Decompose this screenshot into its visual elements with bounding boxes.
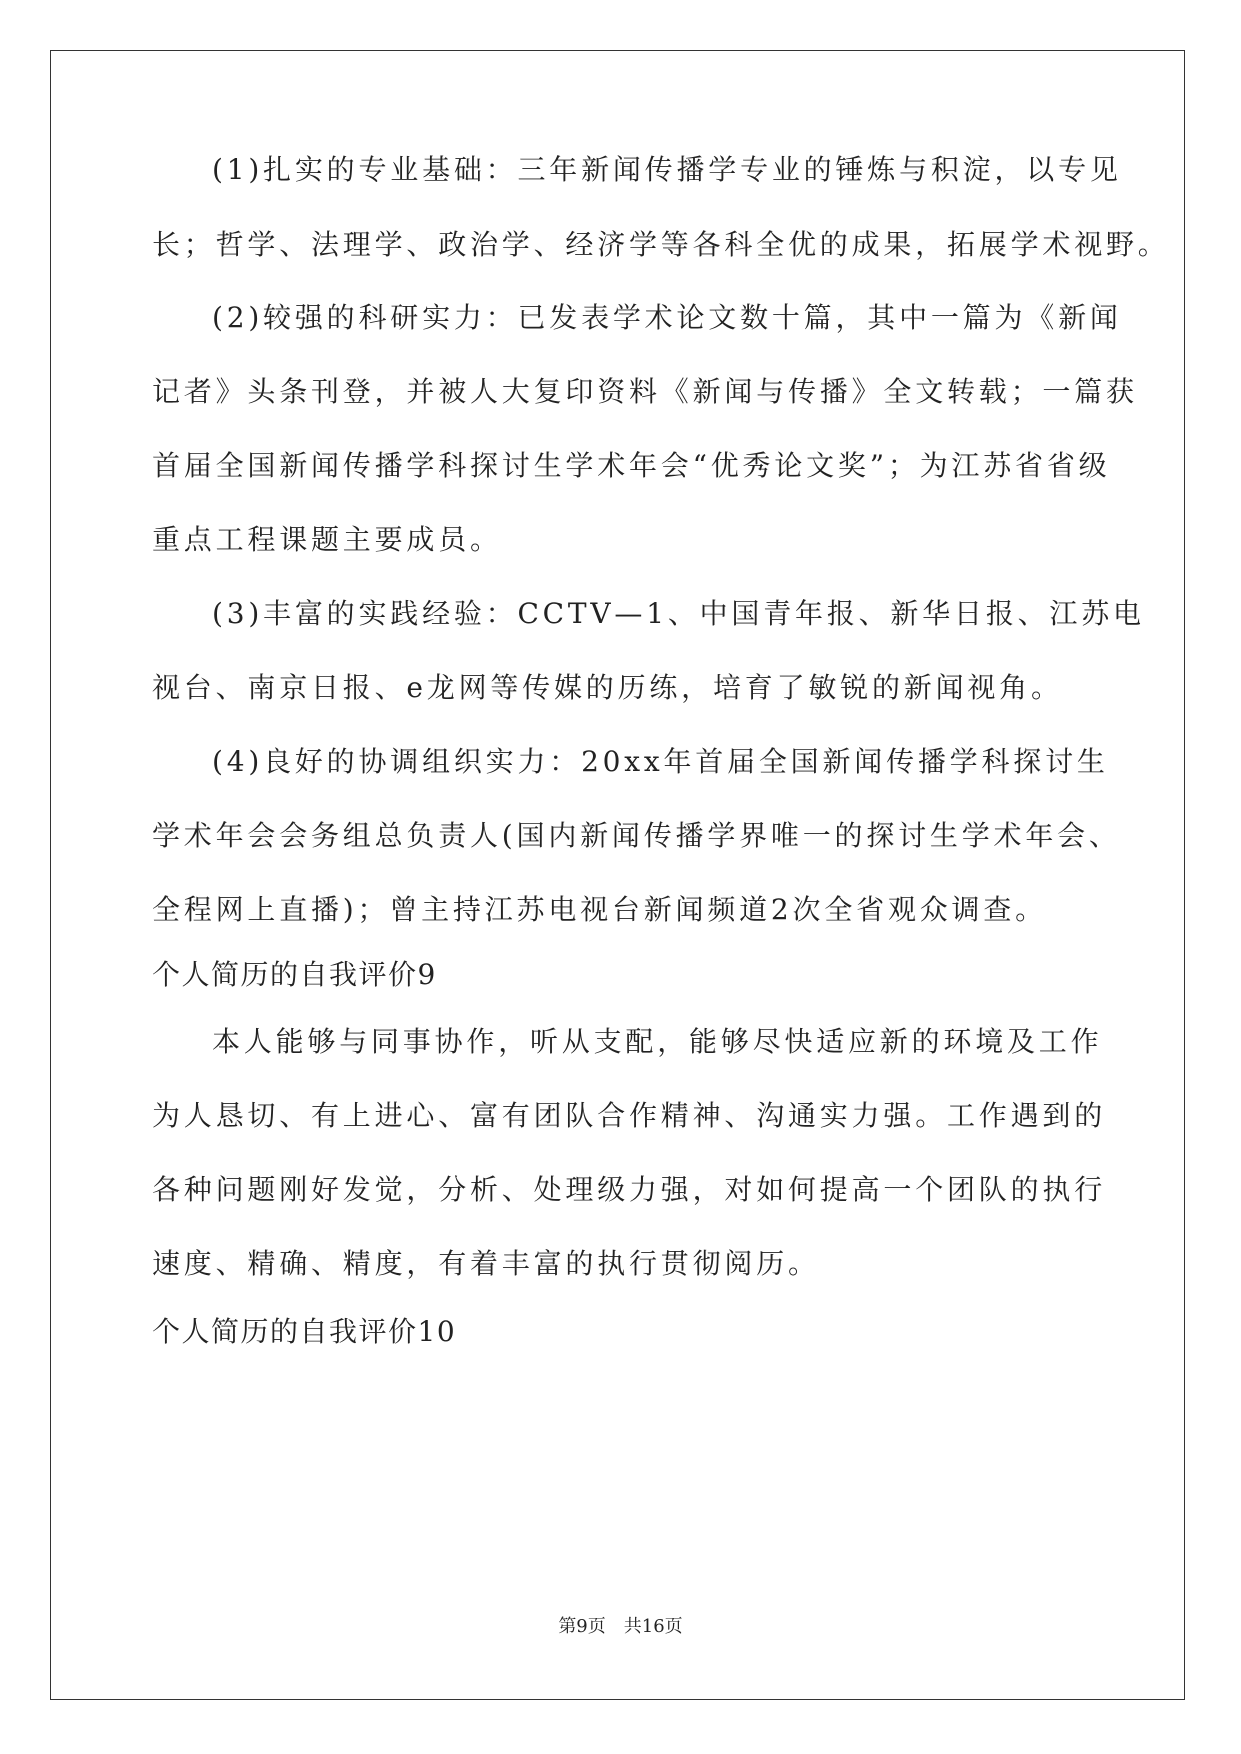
paragraph-line: (4)良好的协调组织实力：20xx年首届全国新闻传播学科探讨生	[212, 745, 1109, 778]
paragraph-line: 记者》头条刊登，并被人大复印资料《新闻与传播》全文转载；一篇获	[152, 375, 1138, 408]
section-heading: 个人简历的自我评价10	[152, 1315, 457, 1348]
paragraph-line: (1)扎实的专业基础：三年新闻传播学专业的锤炼与积淀，以专见	[212, 153, 1122, 186]
paragraph-line: 视台、南京日报、e龙网等传媒的历练，培育了敏锐的新闻视角。	[152, 671, 1063, 704]
paragraph-line: 为人恳切、有上进心、富有团队合作精神、沟通实力强。工作遇到的	[152, 1099, 1107, 1132]
paragraph-line: (2)较强的科研实力：已发表学术论文数十篇，其中一篇为《新闻	[212, 301, 1122, 334]
paragraph-line: 全程网上直播)；曾主持江苏电视台新闻频道2次全省观众调查。	[152, 893, 1047, 926]
paragraph-line: 本人能够与同事协作，听从支配，能够尽快适应新的环境及工作	[212, 1025, 1103, 1058]
paragraph-line: 首届全国新闻传播学科探讨生学术年会“优秀论文奖”；为江苏省省级	[152, 449, 1111, 482]
section-heading: 个人简历的自我评价9	[152, 958, 437, 991]
paragraph-line: 速度、精确、精度，有着丰富的执行贯彻阅历。	[152, 1247, 820, 1280]
paragraph-line: 重点工程课题主要成员。	[152, 523, 502, 556]
paragraph-line: 长；哲学、法理学、政治学、经济学等各科全优的成果，拓展学术视野。	[152, 228, 1170, 261]
paragraph-line: 各种问题刚好发觉，分析、处理级力强，对如何提高一个团队的执行	[152, 1173, 1107, 1206]
paragraph-line: 学术年会会务组总负责人(国内新闻传播学界唯一的探讨生学术年会、	[152, 819, 1121, 852]
paragraph-line: (3)丰富的实践经验：CCTV—1、中国青年报、新华日报、江苏电	[212, 597, 1145, 630]
page-number: 第9页 共16页	[558, 1616, 683, 1637]
